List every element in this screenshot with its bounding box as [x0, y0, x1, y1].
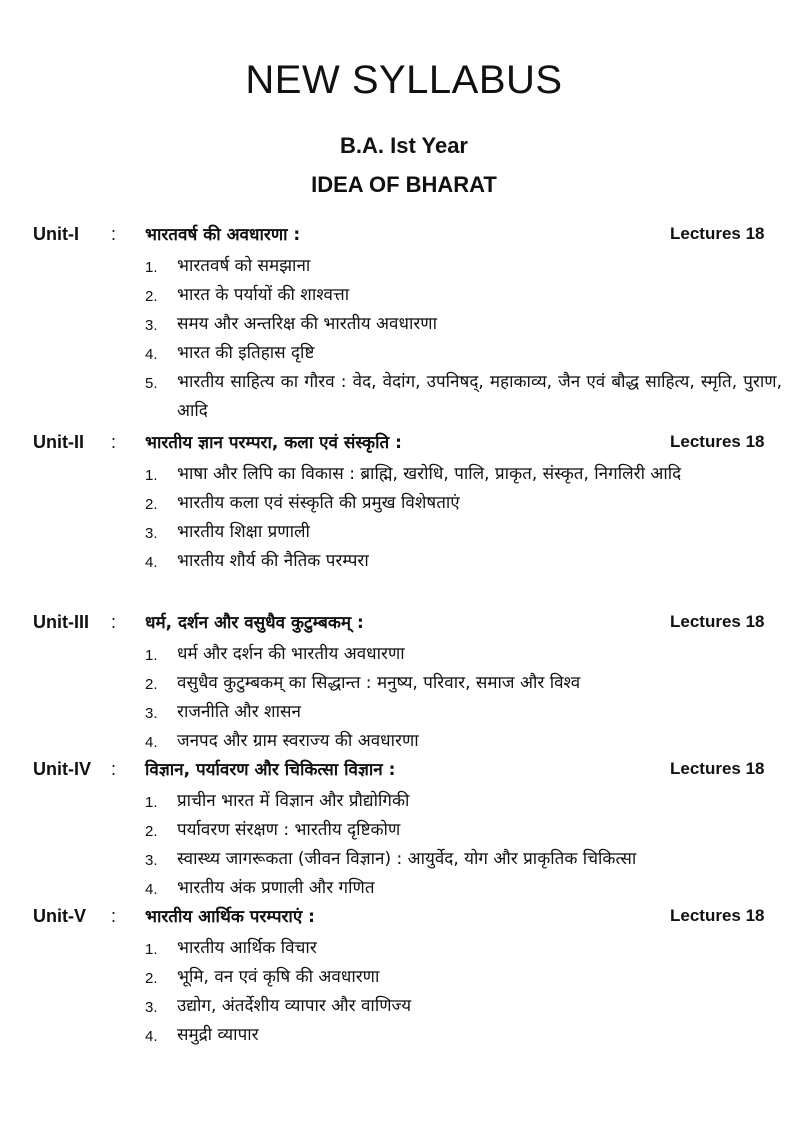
topic-text: राजनीति और शासन	[177, 702, 301, 722]
topic-list	[0, 640, 808, 756]
topic-text: भारत की इतिहास दृष्टि	[177, 343, 315, 363]
unit-title: धर्म, दर्शन और वसुधैव कुटुम्बकम् :	[145, 613, 364, 633]
topic-item	[0, 489, 808, 518]
topic-text: प्राचीन भारत में विज्ञान और प्रौद्योगिकी	[177, 791, 410, 811]
topic-list	[0, 460, 808, 576]
topic-number: 3.	[145, 705, 158, 722]
topic-number: 3.	[145, 317, 158, 334]
topic-item	[0, 992, 808, 1021]
unit-section	[0, 222, 808, 426]
topic-item	[0, 698, 808, 727]
unit-section	[0, 757, 808, 903]
topic-item	[0, 669, 808, 698]
topic-number: 1.	[145, 794, 158, 811]
topic-item	[0, 339, 808, 368]
topic-text: उद्योग, अंतर्देशीय व्यापार और वाणिज्य	[177, 996, 412, 1016]
unit-section	[0, 610, 808, 756]
topic-list	[0, 787, 808, 903]
topic-number: 4.	[145, 734, 158, 751]
topic-number: 4.	[145, 881, 158, 898]
course-title: IDEA OF BHARAT	[311, 172, 497, 197]
unit-colon: :	[111, 759, 117, 779]
topic-text: भारतीय शौर्य की नैतिक परम्परा	[177, 551, 369, 571]
unit-title: भारतीय आर्थिक परम्पराएं :	[145, 907, 315, 927]
topic-item	[0, 281, 808, 310]
topic-text: पर्यावरण संरक्षण : भारतीय दृष्टिकोण	[177, 820, 401, 840]
topic-item	[0, 547, 808, 576]
unit-label: Unit-II	[33, 432, 84, 452]
unit-label: Unit-III	[33, 612, 89, 632]
topic-item	[0, 787, 808, 816]
topic-number: 2.	[145, 823, 158, 840]
topic-text: जनपद और ग्राम स्वराज्य की अवधारणा	[177, 731, 419, 751]
topic-number: 3.	[145, 999, 158, 1016]
topic-item	[0, 727, 808, 756]
page-title: NEW SYLLABUS	[245, 58, 563, 102]
topic-text: भारत के पर्यायों की शाश्वत्ता	[177, 285, 350, 305]
topic-text: वसुधैव कुटुम्बकम् का सिद्धान्त : मनुष्य, परिवार, समाज और विश्व	[177, 673, 581, 693]
unit-header	[0, 430, 808, 460]
topic-item	[0, 874, 808, 903]
topic-text: भारतीय साहित्य का गौरव : वेद, वेदांग, उपनिषद्, महाकाव्य, जैन एवं बौद्ध साहित्य, स्मृति, पुराण, आदि	[177, 372, 782, 421]
topic-number: 1.	[145, 647, 158, 664]
unit-lectures: Lectures 18	[670, 432, 765, 451]
topic-number: 2.	[145, 496, 158, 513]
topic-number: 3.	[145, 852, 158, 869]
unit-lectures: Lectures 18	[670, 612, 765, 631]
unit-header	[0, 222, 808, 252]
topic-item	[0, 368, 808, 426]
topic-item	[0, 816, 808, 845]
unit-section	[0, 430, 808, 576]
unit-label: Unit-V	[33, 906, 86, 926]
topic-item	[0, 310, 808, 339]
topic-list	[0, 252, 808, 426]
topic-text: भारतीय अंक प्रणाली और गणित	[177, 878, 375, 898]
topic-number: 2.	[145, 970, 158, 987]
topic-text: भारतवर्ष को समझाना	[177, 256, 311, 276]
topic-text: समय और अन्तरिक्ष की भारतीय अवधारणा	[177, 314, 438, 334]
topic-list	[0, 934, 808, 1050]
topic-item	[0, 934, 808, 963]
topic-item	[0, 845, 808, 874]
topic-number: 4.	[145, 554, 158, 571]
topic-number: 1.	[145, 259, 158, 276]
unit-label: Unit-IV	[33, 759, 91, 779]
topic-text: भारतीय कला एवं संस्कृति की प्रमुख विशेषताएं	[177, 493, 460, 513]
unit-header	[0, 757, 808, 787]
topic-item	[0, 460, 808, 489]
unit-title: भारतीय ज्ञान परम्परा, कला एवं संस्कृति :	[145, 433, 402, 453]
topic-text: धर्म और दर्शन की भारतीय अवधारणा	[177, 644, 405, 664]
topic-text: स्वास्थ्य जागरूकता (जीवन विज्ञान) : आयुर्वेद, योग और प्राकृतिक चिकित्सा	[177, 849, 637, 869]
unit-section	[0, 904, 808, 1050]
unit-label: Unit-I	[33, 224, 79, 244]
topic-item	[0, 518, 808, 547]
topic-number: 4.	[145, 1028, 158, 1045]
unit-lectures: Lectures 18	[670, 759, 765, 778]
unit-title: भारतवर्ष की अवधारणा :	[145, 225, 301, 245]
topic-item	[0, 963, 808, 992]
topic-text: भारतीय शिक्षा प्रणाली	[177, 522, 310, 542]
topic-number: 2.	[145, 676, 158, 693]
topic-text: समुद्री व्यापार	[177, 1025, 259, 1045]
topic-text: भारतीय आर्थिक विचार	[177, 938, 317, 958]
topic-number: 3.	[145, 525, 158, 542]
unit-colon: :	[111, 612, 117, 632]
topic-item	[0, 640, 808, 669]
topic-number: 5.	[145, 375, 158, 392]
unit-lectures: Lectures 18	[670, 906, 765, 925]
topic-item	[0, 252, 808, 281]
page-subtitle: B.A. Ist Year	[340, 133, 468, 158]
unit-colon: :	[111, 906, 117, 926]
unit-title: विज्ञान, पर्यावरण और चिकित्सा विज्ञान :	[145, 760, 396, 780]
topic-text: भाषा और लिपि का विकास : ब्राह्मि, खरोधि, पालि, प्राकृत, संस्कृत, निगलिरी आदि	[177, 464, 682, 484]
topic-number: 1.	[145, 467, 158, 484]
topic-number: 4.	[145, 346, 158, 363]
unit-colon: :	[111, 432, 117, 452]
topic-number: 2.	[145, 288, 158, 305]
unit-colon: :	[111, 224, 117, 244]
unit-header	[0, 610, 808, 640]
topic-item	[0, 1021, 808, 1050]
unit-header	[0, 904, 808, 934]
topic-number: 1.	[145, 941, 158, 958]
topic-text: भूमि, वन एवं कृषि की अवधारणा	[177, 967, 380, 987]
unit-lectures: Lectures 18	[670, 224, 765, 243]
